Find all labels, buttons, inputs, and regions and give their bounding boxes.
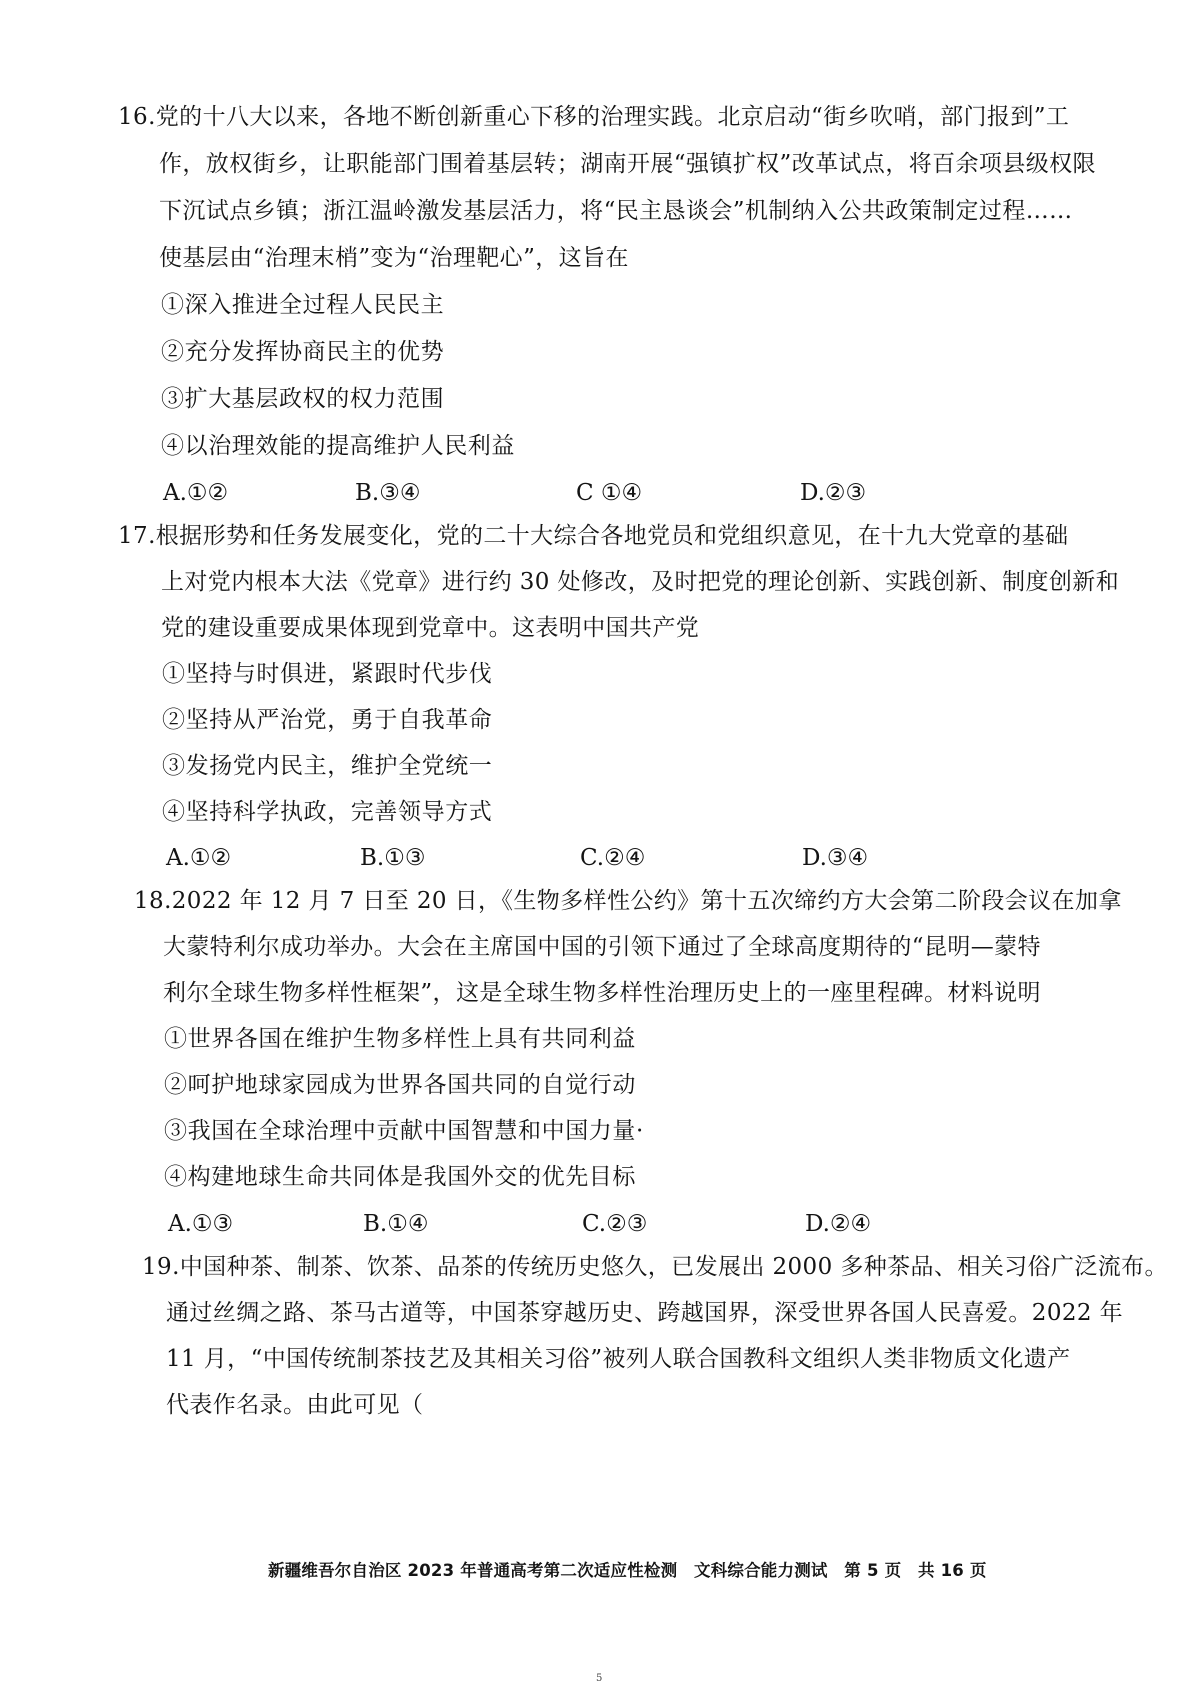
option-2: ②坚持从严治党，勇于自我革命	[162, 707, 493, 733]
option-2: ②呵护地球家园成为世界各国共同的自觉行动	[164, 1072, 636, 1098]
choice-c: C.②③	[582, 1211, 648, 1237]
stem-line: 党的建设重要成果体现到党章中。这表明中国共产党	[161, 615, 700, 641]
choice-d: D.②④	[805, 1211, 872, 1237]
stem-line: 大蒙特利尔成功举办。大会在主席国中国的引领下通过了全球高度期待的“昆明—蒙特	[163, 934, 1041, 960]
stem-line: 作，放权街乡，让职能部门围着基层转；湖南开展“强镇扩权”改革试点，将百余项县级权限	[159, 151, 1096, 177]
option-1: ①坚持与时俱进，紧跟时代步伐	[162, 661, 493, 687]
option-4: ④构建地球生命共同体是我国外交的优先目标	[164, 1164, 636, 1190]
choice-a: A.①③	[168, 1211, 234, 1237]
stem-line: 11 月，“中国传统制茶技艺及其相关习俗”被列人联合国教科文组织人类非物质文化遗产	[166, 1346, 1071, 1372]
option-4: ④坚持科学执政，完善领导方式	[162, 799, 493, 825]
option-1: ①世界各国在维护生物多样性上具有共同利益	[164, 1026, 636, 1052]
answer-choices	[0, 1209, 1000, 1239]
choice-c: C.②④	[580, 845, 646, 871]
stem-line: 通过丝绸之路、茶马古道等，中国茶穿越历史、跨越国界，深受世界各国人民喜爱。2022 年	[166, 1300, 1124, 1326]
option-1: ①深入推进全过程人民民主	[161, 292, 445, 318]
option-2: ②充分发挥协商民主的优势	[161, 339, 445, 365]
page-number: 5	[596, 1673, 603, 1684]
stem-line: 19.中国种茶、制茶、饮茶、品茶的传统历史悠久，已发展出 2000 多种茶品、相关习俗广泛流布。	[142, 1254, 1168, 1280]
stem-line: 代表作名录。由此可见（	[166, 1392, 424, 1418]
choice-d: D.②③	[800, 480, 867, 506]
choice-b: B.①④	[363, 1211, 429, 1237]
answer-choices	[0, 843, 1000, 873]
choice-b: B.①③	[360, 845, 426, 871]
stem-line: 16.党的十八大以来，各地不断创新重心下移的治理实践。北京启动“街乡吹哨，部门报到”工	[118, 104, 1070, 130]
stem-line: 18.2022 年 12 月 7 日至 20 日，《生物多样性公约》第十五次缔约方大会第二阶段会议在加拿	[134, 888, 1122, 914]
page-footer: 新疆维吾尔自治区 2023 年普通高考第二次适应性检测 文科综合能力测试 第 5 页 共 16 页	[268, 1561, 987, 1580]
choice-a: A.①②	[163, 480, 229, 506]
option-3: ③扩大基层政权的权力范围	[161, 386, 445, 412]
stem-line: 上对党内根本大法《党章》进行约 30 处修改，及时把党的理论创新、实践创新、制度创新和	[161, 569, 1120, 595]
stem-line: 使基层由“治理末梢”变为“治理靶心”，这旨在	[159, 245, 629, 271]
answer-choices	[0, 478, 1000, 508]
option-3: ③我国在全球治理中贡献中国智慧和中国力量·	[164, 1118, 644, 1144]
choice-d: D.③④	[802, 845, 869, 871]
choice-a: A.①②	[166, 845, 232, 871]
choice-b: B.③④	[355, 480, 421, 506]
stem-line: 17.根据形势和任务发展变化，党的二十大综合各地党员和党组织意见，在十九大党章的基础	[118, 523, 1069, 549]
choice-c: C ①④	[576, 480, 643, 506]
option-4: ④以治理效能的提高维护人民利益	[161, 433, 515, 459]
option-3: ③发扬党内民主，维护全党统一	[162, 753, 493, 779]
stem-line: 利尔全球生物多样性框架”，这是全球生物多样性治理历史上的一座里程碑。材料说明	[163, 980, 1041, 1006]
stem-line: 下沉试点乡镇；浙江温岭激发基层活力，将“民主恳谈会”机制纳入公共政策制定过程……	[159, 198, 1073, 224]
